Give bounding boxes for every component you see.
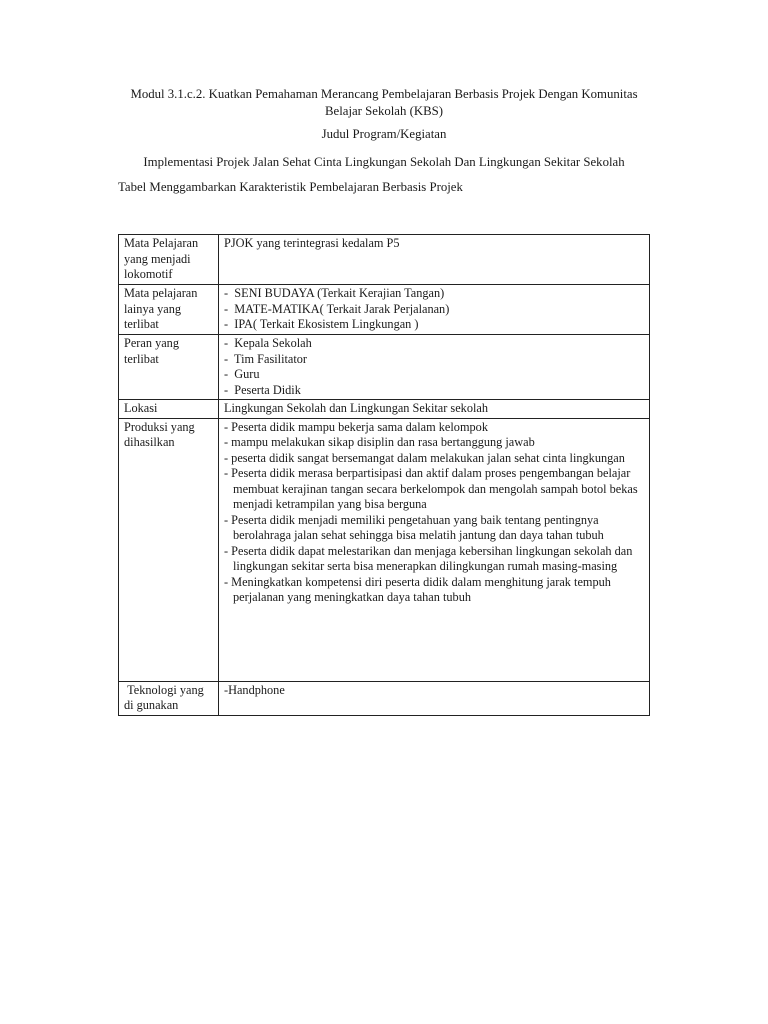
table-row: [119, 285, 650, 335]
row-label: Peran yang terlibat: [119, 335, 219, 400]
title-line-1: Modul 3.1.c.2. Kuatkan Pemahaman Merancang Pembelajaran Berbasis Projek Dengan Komunitas: [130, 87, 638, 101]
characteristics-table: [118, 234, 650, 716]
list-item: - Peserta didik dapat melestarikan dan menjaga kebersihan lingkungan sekolah dan lingkungan sekitar serta bisa menerapkan dilingkungan rumah masing-masing: [224, 543, 633, 573]
list-item: - SENI BUDAYA (Terkait Kerajian Tangan): [224, 286, 445, 300]
list-item: - Guru: [224, 367, 260, 381]
list-item: -Handphone: [224, 682, 285, 697]
row-content: [219, 418, 650, 681]
list-item: - MATE-MATIKA( Terkait Jarak Perjalanan): [224, 301, 450, 316]
document-title: [118, 86, 650, 120]
table-row: [119, 681, 650, 715]
list-item: - peserta didik sangat bersemangat dalam melakukan jalan sehat cinta lingkungan: [224, 450, 625, 465]
table-row: [119, 400, 650, 419]
title-line-2: Belajar Sekolah (KBS): [325, 104, 443, 118]
row-content: [219, 335, 650, 400]
program-name: Implementasi Projek Jalan Sehat Cinta Lingkungan Sekolah Dan Lingkungan Sekitar Sekolah: [143, 155, 625, 169]
row-label: Mata Pelajaran yang menjadi lokomotif: [119, 235, 219, 285]
row-label: Lokasi: [119, 400, 219, 419]
table-caption: Tabel Menggambarkan Karakteristik Pembelajaran Berbasis Projek: [118, 180, 463, 194]
list-item: - mampu melakukan sikap disiplin dan rasa bertanggung jawab: [224, 435, 535, 449]
row-content: [219, 285, 650, 335]
list-item: - Tim Fasilitator: [224, 351, 308, 366]
program-heading: Judul Program/Kegiatan: [321, 127, 447, 141]
row-label: Teknologi yang di gunakan: [119, 681, 219, 715]
list-item: - Kepala Sekolah: [224, 336, 312, 350]
row-label: Mata pelajaran lainya yang terlibat: [119, 285, 219, 335]
table-row: [119, 335, 650, 400]
list-item: - Meningkatkan kompetensi diri peserta didik dalam menghitung jarak tempuh perjalanan yang meningkatkan daya tahan tubuh: [224, 574, 611, 604]
list-item: - Peserta didik menjadi memiliki pengetahuan yang baik tentang pentingnya berolahraga jalan sehat sehingga bisa melatih jantung dan daya tahan tubuh: [224, 512, 604, 542]
row-content: [219, 235, 650, 285]
table-row: [119, 235, 650, 285]
row-label: Produksi yang dihasilkan: [119, 418, 219, 681]
list-item: PJOK yang terintegrasi kedalam P5: [224, 236, 400, 250]
row-content: [219, 681, 650, 715]
list-item: Lingkungan Sekolah dan Lingkungan Sekitar sekolah: [224, 401, 488, 415]
row-content: [219, 400, 650, 419]
table-row: [119, 418, 650, 681]
list-item: - Peserta didik mampu bekerja sama dalam kelompok: [224, 419, 488, 434]
list-item: - IPA( Terkait Ekosistem Lingkungan ): [224, 317, 419, 331]
list-item: - Peserta didik merasa berpartisipasi dan aktif dalam proses pengembangan belajar membuat kerajinan tangan secara berkelompok dan mengolah sampah botol bekas menjadi ketrampilan yang bisa berguna: [224, 466, 638, 511]
list-item: - Peserta Didik: [224, 382, 301, 397]
